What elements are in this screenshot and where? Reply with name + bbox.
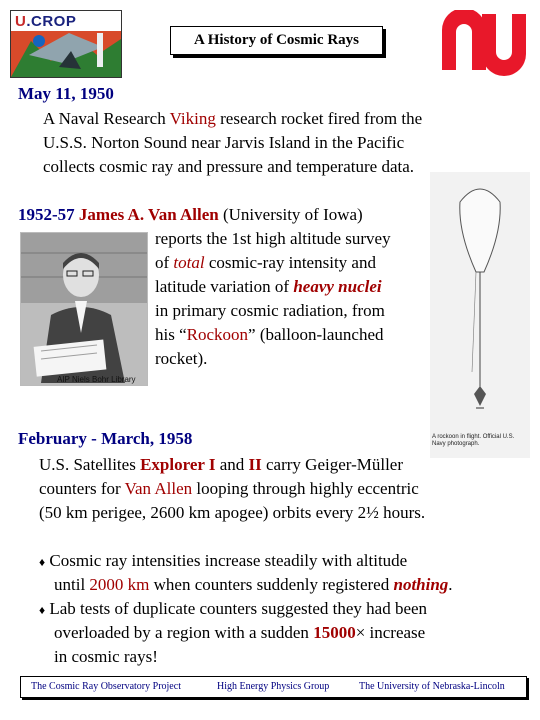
section2-line5: in primary cosmic radiation, from bbox=[155, 301, 385, 320]
bullet-1-line1: ♦ Cosmic ray intensities increase steadily with altitude bbox=[39, 551, 408, 570]
section2-line6: his “Rockoon” (balloon-launched bbox=[155, 325, 384, 344]
van-allen-photo bbox=[20, 232, 148, 386]
bullet-2-line1: ♦ Lab tests of duplicate counters suggested they had been bbox=[39, 599, 428, 618]
section3-date: February - March, 1958 bbox=[18, 429, 193, 448]
section1-line1: A Naval Research Viking research rocket fired from the bbox=[43, 109, 423, 128]
photo-caption: AIP Niels Bohr Library bbox=[57, 375, 136, 384]
crop-logo bbox=[10, 10, 122, 78]
section2-line7: rocket). bbox=[155, 349, 208, 368]
footer-project: The Cosmic Ray Observatory Project bbox=[31, 681, 181, 692]
bullet-2-line3: in cosmic rays! bbox=[54, 647, 158, 666]
section2-line4: latitude variation of heavy nuclei bbox=[155, 277, 382, 296]
page-title: A History of Cosmic Rays bbox=[170, 26, 383, 55]
section1-line2: U.S.S. Norton Sound near Jarvis Island in the Pacific bbox=[43, 133, 405, 152]
section3-line3: (50 km perigee, 2600 km apogee) orbits every 2½ hours. bbox=[39, 503, 426, 522]
footer-bar bbox=[20, 676, 527, 698]
crop-logo-text: U.CROP bbox=[15, 13, 77, 30]
section2-line1: 1952-57 James A. Van Allen (University of Iowa) bbox=[18, 205, 363, 224]
scientist-photo-icon bbox=[21, 233, 147, 385]
section2-line3: of total cosmic-ray intensity and bbox=[155, 253, 376, 272]
diamond-bullet-icon: ♦ bbox=[39, 603, 46, 617]
section2-line2: reports the 1st high altitude survey bbox=[155, 229, 391, 248]
diamond-bullet-icon: ♦ bbox=[39, 555, 46, 569]
section1-date: May 11, 1950 bbox=[18, 84, 114, 103]
footer-group: High Energy Physics Group bbox=[217, 681, 330, 692]
footer-university: The University of Nebraska-Lincoln bbox=[359, 681, 505, 692]
bullet-1-line2: until 2000 km when counters suddenly registered nothing. bbox=[54, 575, 453, 594]
balloon-photo-icon bbox=[430, 172, 530, 458]
university-n-logo-icon bbox=[436, 10, 532, 86]
section1-line3: collects cosmic ray and pressure and temperature data. bbox=[43, 157, 415, 176]
bullet-2-line2: overloaded by a region with a sudden 15000× increase bbox=[54, 623, 426, 642]
rockoon-photo bbox=[430, 172, 530, 458]
section3-line1: U.S. Satellites Explorer I and II carry Geiger-Müller bbox=[39, 455, 404, 474]
balloon-caption: A rockoon in flight. Official U.S. Navy photograph. bbox=[432, 434, 515, 447]
section3-line2: counters for Van Allen looping through highly eccentric bbox=[39, 479, 419, 498]
